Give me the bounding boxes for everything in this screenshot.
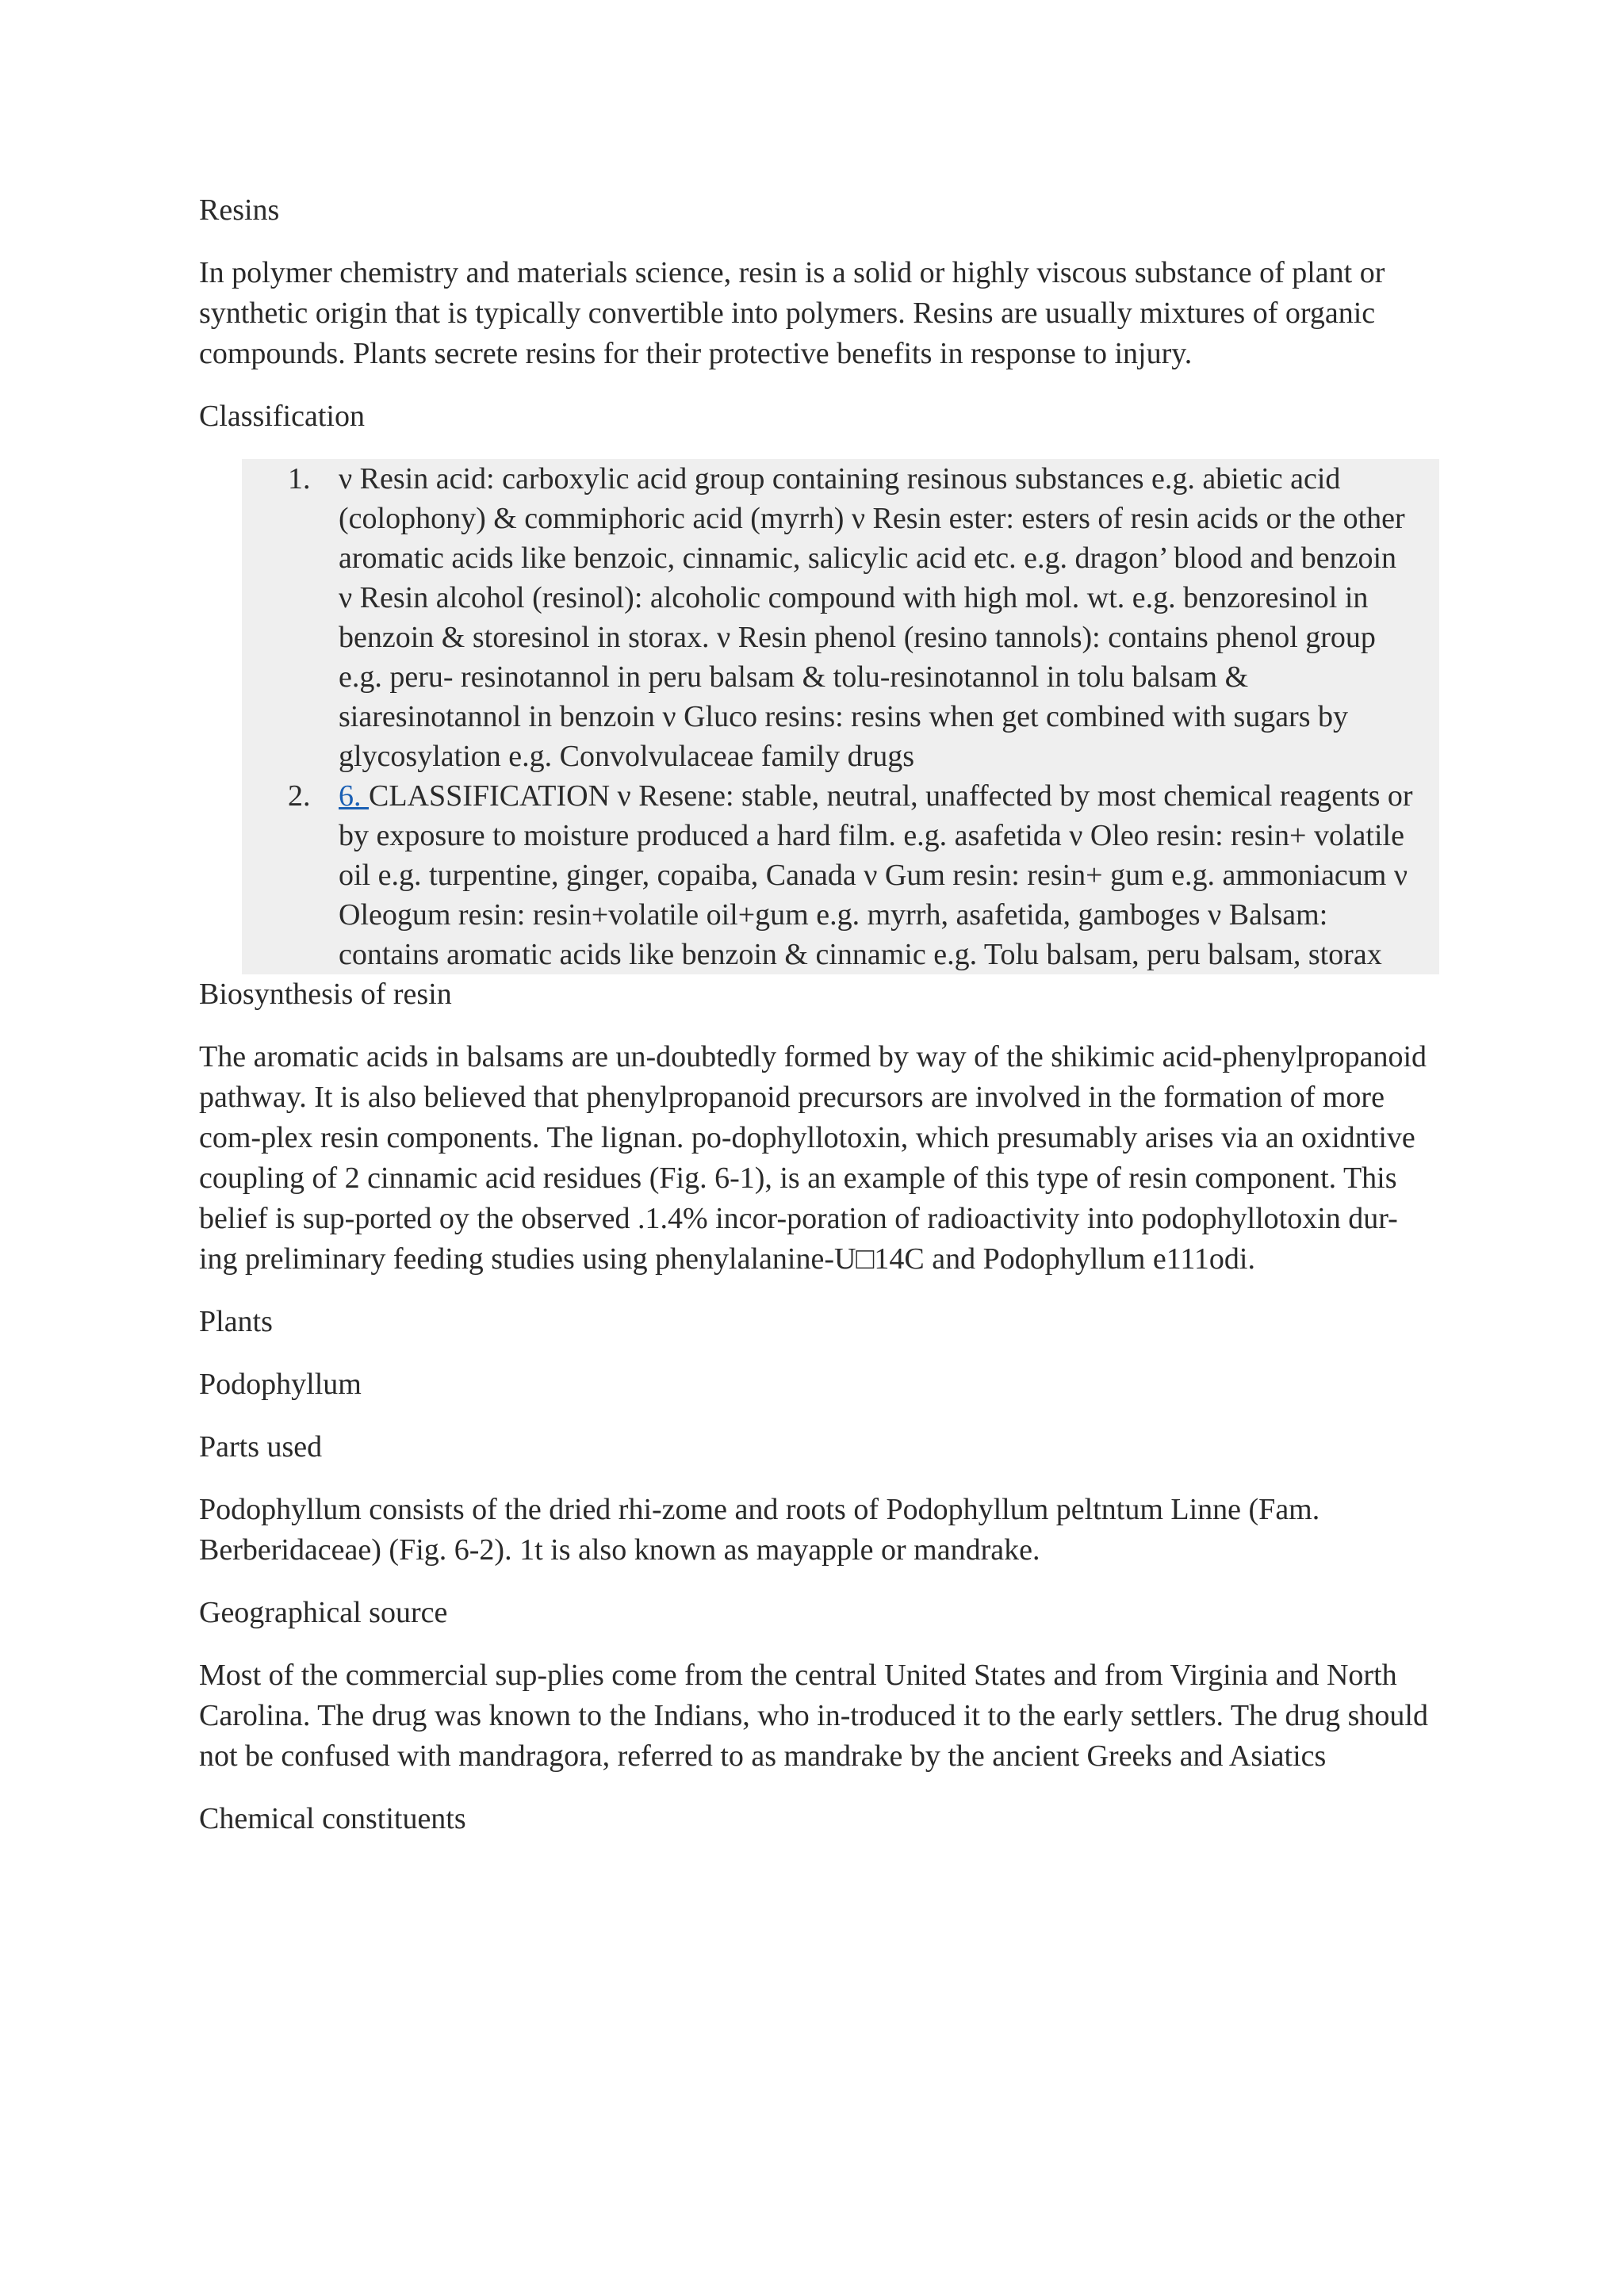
list-item <box>242 459 1415 776</box>
parts-used-paragraph: Podophyllum consists of the dried rhi-zome and roots of Podophyllum peltntum Linne (Fam. Berberidaceae) (Fig. 6-2). 1t is also known as mayapple or mandrake. <box>199 1493 1320 1567</box>
list-item-text: ν Resin acid: carboxylic acid group containing resinous substances e.g. abietic acid (colophony) & commiphoric acid (myrrh) ν Resin ester: esters of resin acids or the other aromatic acids like benzoic, cinnamic, salicylic acid etc. e.g. dragon’ blood and benzoin ν Resin alcohol (resinol): alcoholic compound with high mol. wt. e.g. benzoresinol in benzoin & storesinol in storax. ν Resin phenol (resino tannols): contains phenol group e.g. peru- resinotannol in peru balsam & tolu-resinotannol in tolu balsam & siaresinotannol in benzoin ν Gluco resins: resins when get combined with sugars by glycosylation e.g. Convolvulaceae family drugs <box>339 462 1405 773</box>
geographical-source-heading: Geographical source <box>199 1596 448 1629</box>
list-item-text: CLASSIFICATION ν Resene: stable, neutral, unaffected by most chemical reagents or by exposure to moisture produced a hard film. e.g. asafetida ν Oleo resin: resin+ volatile oil e.g. turpentine, ginger, copaiba, Canada ν Gum resin: resin+ gum e.g. ammoniacum ν Oleogum resin: resin+volatile oil+gum e.g. myrrh, asafetida, gamboges ν Balsam: contains aromatic acids like benzoin & cinnamic e.g. Tolu balsam, peru balsam, storax <box>339 779 1413 971</box>
biosynthesis-paragraph: The aromatic acids in balsams are un-doubtedly formed by way of the shikimic acid-phenylpropanoid pathway. It is also believed that phenylpropanoid precursors are involved in the formation of more com-plex resin components. The lignan. po-dophyllotoxin, which presumably arises via an oxidntive coupling of 2 cinnamic acid residues (Fig. 6-1), is an example of this type of resin component. This belief is sup-ported oy the observed .1.4% incor-poration of radioactivity into podophyllotoxin dur-ing preliminary feeding studies using phenylalanine-U□14C and Podophyllum e111odi. <box>199 1040 1427 1276</box>
document-page <box>199 190 1436 1862</box>
reference-link[interactable]: 6. <box>339 779 369 813</box>
classification-list <box>242 459 1415 974</box>
podophyllum-heading: Podophyllum <box>199 1368 362 1401</box>
title-resins: Resins <box>199 193 280 227</box>
parts-used-heading: Parts used <box>199 1430 323 1464</box>
geographical-source-paragraph: Most of the commercial sup-plies come from the central United States and from Virginia and North Carolina. The drug was known to the Indians, who in-troduced it to the early settlers. The drug should not be confused with mandragora, referred to as mandrake by the ancient Greeks and Asiatics <box>199 1659 1428 1773</box>
list-item-number: 1. <box>288 462 311 496</box>
intro-paragraph: In polymer chemistry and materials science, resin is a solid or highly viscous substance of plant or synthetic origin that is typically convertible into polymers. Resins are usually mixtures of organic compounds. Plants secrete resins for their protective benefits in response to injury. <box>199 256 1385 370</box>
classification-list-block <box>242 459 1439 974</box>
list-item <box>242 776 1415 974</box>
classification-heading: Classification <box>199 400 365 433</box>
plants-heading: Plants <box>199 1305 273 1338</box>
chemical-constituents-heading: Chemical constituents <box>199 1802 466 1835</box>
list-item-number: 2. <box>288 779 311 813</box>
biosynthesis-heading: Biosynthesis of resin <box>199 978 452 1011</box>
